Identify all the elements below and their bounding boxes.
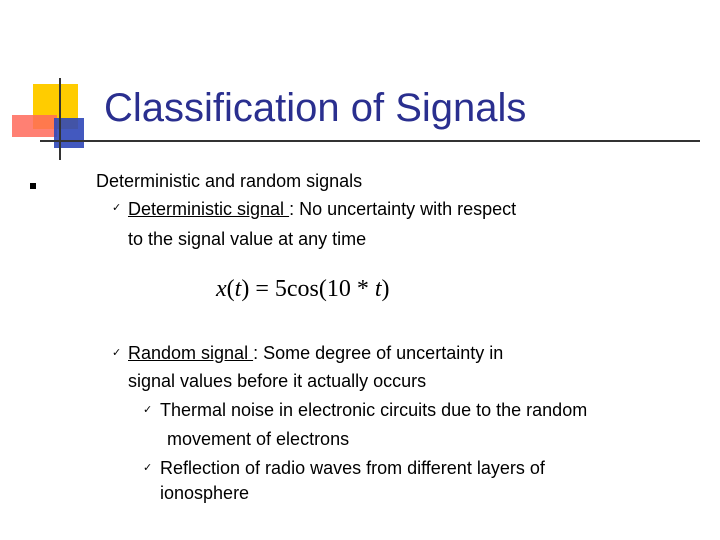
term-deterministic: Deterministic signal	[128, 199, 290, 219]
example-thermal-noise-cont: movement of electrons	[167, 429, 350, 449]
checkmark-icon: ✓	[112, 201, 122, 214]
random-definition: : Some degree of uncertainty in	[253, 343, 504, 363]
bullet-text: Deterministic and random signals	[96, 171, 363, 191]
title-underline	[40, 140, 700, 142]
formula: x(t) = 5cos(10 * t)	[216, 276, 390, 302]
deterministic-definition-cont: to the signal value at any time	[128, 229, 367, 249]
slide-title: Classification of Signals	[104, 86, 527, 130]
logo-vertical-line	[59, 78, 61, 160]
sub-bullet-deterministic	[128, 198, 516, 220]
checkmark-icon: ✓	[143, 461, 153, 474]
logo-red-square	[12, 115, 57, 137]
square-bullet-icon	[30, 183, 36, 189]
checkmark-icon: ✓	[143, 403, 153, 416]
slide-logo	[0, 0, 110, 170]
deterministic-definition: : No uncertainty with respect	[289, 199, 517, 219]
random-definition-cont: signal values before it actually occurs	[128, 371, 427, 391]
term-random: Random signal	[128, 343, 254, 363]
example-radio-reflection-cont: ionosphere	[160, 483, 250, 503]
example-radio-reflection: Reflection of radio waves from different layers of	[160, 458, 545, 478]
example-thermal-noise: Thermal noise in electronic circuits due to the random	[160, 400, 588, 420]
sub-bullet-random	[128, 342, 503, 364]
checkmark-icon: ✓	[112, 346, 122, 359]
